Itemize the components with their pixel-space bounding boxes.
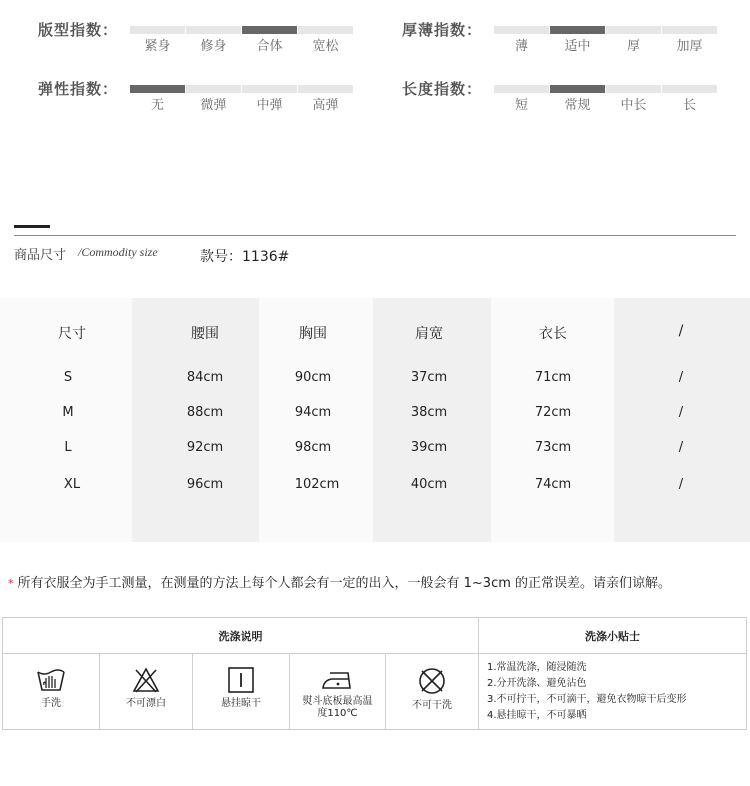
size-table-cell: / xyxy=(678,370,684,385)
size-table-cell: 74cm xyxy=(534,477,572,492)
size-table-header: 胸围 xyxy=(299,326,327,342)
wash-instructions xyxy=(2,617,747,730)
wash-tip: 3.不可拧干，不可滴干，避免衣物晾干后变形 xyxy=(487,694,687,705)
index-bar xyxy=(186,85,241,93)
index-bar-selected xyxy=(550,85,605,93)
wash-cell-no-dry-clean xyxy=(386,654,479,729)
size-table-cell: 98cm xyxy=(294,440,332,455)
index-bar-selected xyxy=(130,85,185,93)
index-option xyxy=(494,21,549,54)
size-table-cell: / xyxy=(678,405,684,420)
size-table-cell: 72cm xyxy=(534,405,572,420)
index-option-label: 加厚 xyxy=(676,39,703,54)
index-bar xyxy=(606,85,661,93)
index-thickness xyxy=(402,21,718,54)
index-bar xyxy=(494,26,549,34)
index-option xyxy=(242,80,297,113)
size-table-header: 肩宽 xyxy=(415,326,443,342)
index-label: 弹性指数： xyxy=(38,80,119,98)
index-option-label: 中长 xyxy=(620,98,647,113)
size-table-cell: 92cm xyxy=(186,440,224,455)
index-option-label: 微弹 xyxy=(200,98,227,113)
wash-icon-label: 不可干洗 xyxy=(412,700,452,711)
index-bar xyxy=(298,85,353,93)
index-option xyxy=(186,80,241,113)
wash-tips-list xyxy=(487,660,747,724)
size-table-cell: 73cm xyxy=(534,440,572,455)
size-table xyxy=(0,298,750,542)
index-option xyxy=(550,21,605,54)
notice-text: 所有衣服全为手工测量，在测量的方法上每个人都会有一定的出入，一般会有 1~3cm 的正常误差。请亲们谅解。 xyxy=(17,576,672,591)
wash-tip: 4.悬挂晾干，不可暴晒 xyxy=(487,710,587,721)
wash-tip: 1.常温洗涤，随浸随洗 xyxy=(487,662,587,673)
iron-icon xyxy=(320,668,356,692)
notice-star: * xyxy=(8,577,14,590)
size-table-header: / xyxy=(678,323,684,339)
wash-icon-label: 不可漂白 xyxy=(126,698,166,709)
index-length xyxy=(402,80,718,113)
index-option xyxy=(662,21,717,54)
index-option xyxy=(130,80,185,113)
hand-wash-icon xyxy=(35,666,67,694)
wash-cell-hand-wash xyxy=(3,654,100,729)
no-bleach-icon xyxy=(131,666,161,694)
index-option xyxy=(606,21,661,54)
size-table-header: 腰围 xyxy=(191,326,219,342)
size-table-cell: 96cm xyxy=(186,477,224,492)
index-option-label: 厚 xyxy=(626,39,640,54)
wash-icon-label: 熨斗底板最高温度110℃ xyxy=(302,696,373,719)
model-number: 款号：1136# xyxy=(200,249,290,265)
size-table-cell: L xyxy=(64,440,72,455)
wash-tip: 2.分开洗涤、避免沾色 xyxy=(487,678,587,689)
index-bar-selected xyxy=(242,26,297,34)
index-option-label: 长 xyxy=(682,98,696,113)
size-table-header: 尺寸 xyxy=(58,326,86,342)
index-option xyxy=(242,21,297,54)
size-table-cell: 102cm xyxy=(294,477,340,492)
wash-instructions-title: 洗涤说明 xyxy=(3,618,479,654)
wash-cell-no-bleach xyxy=(100,654,193,729)
size-table-cell: 71cm xyxy=(534,370,572,385)
index-label: 厚薄指数： xyxy=(402,21,483,39)
index-option-label: 宽松 xyxy=(312,39,339,54)
size-table-cell: M xyxy=(62,405,74,420)
size-table-cell: / xyxy=(678,477,684,492)
index-option-label: 高弹 xyxy=(312,98,339,113)
index-elasticity xyxy=(38,80,354,113)
index-option-label: 紧身 xyxy=(144,39,171,54)
index-bar xyxy=(494,85,549,93)
wash-tips-title: 洗涤小贴士 xyxy=(479,618,746,654)
size-table-cell: 40cm xyxy=(410,477,448,492)
size-table-cell: 94cm xyxy=(294,405,332,420)
size-section-title: 商品尺寸 xyxy=(14,248,67,263)
size-table-cell: 38cm xyxy=(410,405,448,420)
hang-dry-icon xyxy=(226,666,256,694)
wash-cell-hang-dry xyxy=(193,654,290,729)
index-option xyxy=(186,21,241,54)
index-option-label: 常规 xyxy=(564,98,591,113)
index-option-label: 无 xyxy=(150,98,164,113)
index-option-label: 合体 xyxy=(256,39,283,54)
index-bar xyxy=(606,26,661,34)
wash-icon-label: 悬挂晾干 xyxy=(221,698,261,709)
index-option xyxy=(298,21,353,54)
index-bar xyxy=(130,26,185,34)
size-table-header: 衣长 xyxy=(539,326,567,342)
index-label: 长度指数： xyxy=(402,80,483,98)
size-table-cell: XL xyxy=(63,477,81,492)
index-bar-selected xyxy=(550,26,605,34)
index-option-label: 适中 xyxy=(564,39,591,54)
size-section-title-en: /Commodity size xyxy=(78,245,158,259)
index-option xyxy=(130,21,185,54)
size-table-cell: S xyxy=(63,370,73,385)
index-option xyxy=(662,80,717,113)
wash-cell-iron xyxy=(290,654,386,729)
index-bar xyxy=(186,26,241,34)
index-option-label: 薄 xyxy=(514,39,528,54)
index-bar xyxy=(242,85,297,93)
index-option xyxy=(550,80,605,113)
index-label: 版型指数： xyxy=(38,21,119,39)
section-accent-rule xyxy=(14,225,50,228)
index-option xyxy=(298,80,353,113)
size-table-cell: 39cm xyxy=(410,440,448,455)
size-table-cell: / xyxy=(678,440,684,455)
index-option xyxy=(606,80,661,113)
index-option-label: 中弹 xyxy=(256,98,283,113)
index-fit xyxy=(38,21,354,54)
size-table-cell: 84cm xyxy=(186,370,224,385)
no-dry-clean-icon xyxy=(417,666,447,696)
section-divider xyxy=(14,235,736,236)
size-table-cell: 90cm xyxy=(294,370,332,385)
index-option xyxy=(494,80,549,113)
index-bar xyxy=(662,85,717,93)
size-table-cell: 88cm xyxy=(186,405,224,420)
wash-icon-label: 手洗 xyxy=(41,698,61,709)
index-option-label: 修身 xyxy=(200,39,227,54)
index-bar xyxy=(662,26,717,34)
index-bar xyxy=(298,26,353,34)
measurement-notice xyxy=(8,572,671,591)
index-option-label: 短 xyxy=(514,98,528,113)
size-table-cell: 37cm xyxy=(410,370,448,385)
